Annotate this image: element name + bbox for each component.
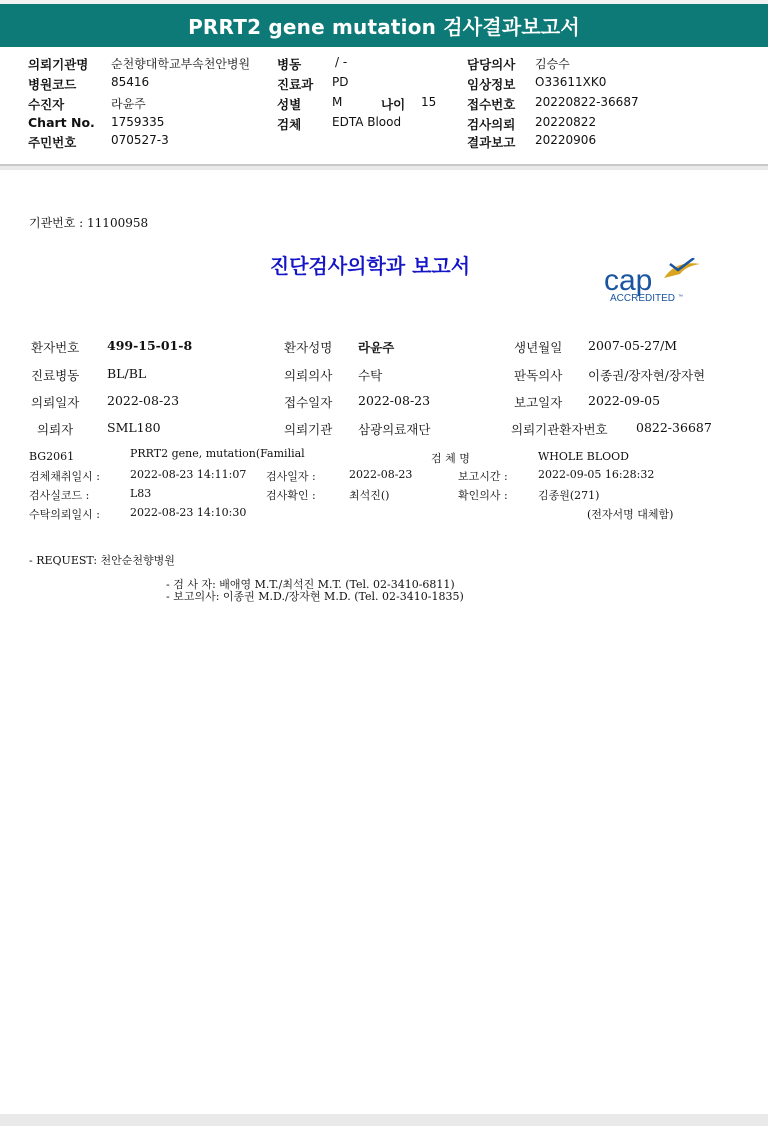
label-receipt-number: 접수번호 — [467, 97, 516, 112]
value-ward: BL/BL — [107, 366, 147, 381]
test-code: BG2061 — [29, 450, 75, 463]
label-clinical-info: 임상정보 — [467, 77, 516, 92]
value-received-time: 2022-08-23 14:10:30 — [130, 506, 247, 519]
lab-report-document — [0, 170, 768, 1114]
label-department: 진료과 — [277, 77, 314, 92]
value-birth-date: 2007-05-27/M — [588, 338, 678, 353]
label-receipt-date: 접수일자 — [284, 395, 333, 410]
value-report-time: 2022-09-05 16:28:32 — [538, 468, 655, 481]
value-ward: / - — [335, 55, 348, 69]
info-row — [0, 95, 768, 114]
value-receipt-date: 2022-08-23 — [358, 393, 431, 408]
value-department: PD — [332, 75, 349, 89]
label-resident-number: 주민번호 — [28, 135, 77, 150]
label-report-time: 보고시간 : — [458, 470, 508, 483]
value-specimen: EDTA Blood — [332, 115, 402, 129]
value-receipt-number: 20220822-36687 — [535, 95, 639, 109]
label-collection-time: 검체채취일시 : — [29, 470, 100, 483]
label-requesting-institution: 의뢰기관명 — [28, 57, 89, 72]
report-header-title: PRRT2 gene mutation 검사결과보고서 — [188, 15, 580, 39]
value-sex: M — [332, 95, 343, 109]
label-requesting-doctor: 의뢰의사 — [284, 368, 333, 383]
label-birth-date: 생년월일 — [514, 340, 563, 355]
value-request-date: 2022-08-23 — [107, 393, 180, 408]
label-ward: 병동 — [277, 57, 302, 72]
value-patient-name: 라윤주 — [358, 340, 395, 355]
value-test-confirmation: 최석진() — [349, 489, 390, 502]
request-note: - REQUEST: 천안순천향병원 — [29, 554, 175, 567]
label-confirming-doctor: 확인의사 : — [458, 489, 508, 502]
institution-number: 기관번호 : 11100958 — [29, 216, 149, 230]
label-institution-patient-number: 의뢰기관환자번호 — [511, 422, 608, 437]
label-specimen: 검체 — [277, 117, 302, 132]
label-requester: 의뢰자 — [37, 422, 74, 437]
value-clinical-info: O33611XK0 — [535, 75, 607, 89]
label-requesting-institution: 의뢰기관 — [284, 422, 333, 437]
cap-accredited-logo — [602, 258, 712, 308]
label-request-date: 의뢰일자 — [31, 395, 80, 410]
cap-logo-accredited: ACCREDITED — [610, 293, 676, 304]
label-report-date: 보고일자 — [514, 395, 563, 410]
value-requesting-institution: 삼광의료재단 — [358, 422, 431, 437]
value-resident-number: 070527-3 — [111, 133, 169, 147]
value-result-report-date: 20220906 — [535, 133, 597, 147]
info-row — [0, 75, 768, 94]
label-examinee: 수진자 — [28, 97, 65, 112]
value-age: 15 — [421, 95, 437, 109]
label-hospital-code: 병원코드 — [28, 77, 77, 92]
value-test-request-date: 20220822 — [535, 115, 597, 129]
info-row — [0, 55, 768, 74]
info-row — [0, 115, 768, 134]
electronic-signature-note: (전자서명 대체함) — [587, 508, 674, 521]
label-attending-doctor: 담당의사 — [467, 57, 516, 72]
value-hospital-code: 85416 — [111, 75, 150, 89]
staff-tester-line: - 검 사 자: 배애영 M.T./최석진 M.T. (Tel. 02-3410-6811) — [166, 578, 455, 591]
label-age: 나이 — [381, 97, 406, 112]
label-test-confirmation: 검사확인 : — [266, 489, 316, 502]
value-specimen-name: WHOLE BLOOD — [538, 450, 629, 463]
value-institution-patient-number: 0822-36687 — [636, 420, 712, 435]
staff-reporting-doctor-line: - 보고의사: 이종권 M.D./장자현 M.D. (Tel. 02-3410-1835) — [166, 590, 464, 603]
label-test-date: 검사일자 : — [266, 470, 316, 483]
label-patient-number: 환자번호 — [31, 340, 80, 355]
report-title: 진단검사의학과 보고서 — [269, 254, 471, 278]
value-attending-doctor: 김승수 — [535, 57, 570, 71]
value-patient-number: 499-15-01-8 — [107, 338, 193, 353]
value-requesting-doctor: 수탁 — [358, 368, 383, 383]
label-chart-no: Chart No. — [28, 115, 95, 130]
report-header-bar — [0, 0, 768, 47]
label-patient-name: 환자성명 — [284, 340, 333, 355]
value-confirming-doctor: 김종원(271) — [538, 489, 600, 502]
value-lab-code: L83 — [130, 487, 152, 500]
cap-logo-graphic — [602, 258, 712, 308]
cap-logo-word: cap — [604, 264, 653, 297]
request-info-panel — [0, 47, 768, 166]
label-sex: 성별 — [277, 97, 302, 112]
panel-divider — [0, 164, 768, 166]
value-test-date: 2022-08-23 — [349, 468, 413, 481]
test-name: PRRT2 gene, mutation(Familial — [130, 447, 305, 460]
label-ward: 진료병동 — [31, 368, 80, 383]
value-requester: SML180 — [107, 420, 161, 435]
value-chart-no: 1759335 — [111, 115, 165, 129]
label-result-report-date: 결과보고 — [467, 135, 516, 150]
value-report-date: 2022-09-05 — [588, 393, 661, 408]
value-examinee: 라윤주 — [111, 97, 146, 111]
cap-logo-trademark: ™ — [678, 294, 683, 300]
value-requesting-institution: 순천향대학교부속천안병원 — [111, 57, 251, 71]
label-received-time: 수탁의뢰일시 : — [29, 508, 100, 521]
label-test-request-date: 검사의뢰 — [467, 117, 516, 132]
label-reading-doctor: 판독의사 — [514, 368, 563, 383]
value-reading-doctor: 이종권/장자현/장자현 — [588, 368, 706, 383]
label-lab-code: 검사실코드 : — [29, 489, 90, 502]
value-collection-time: 2022-08-23 14:11:07 — [130, 468, 247, 481]
info-row — [0, 133, 768, 152]
label-specimen-name: 검 체 명 — [431, 452, 470, 465]
